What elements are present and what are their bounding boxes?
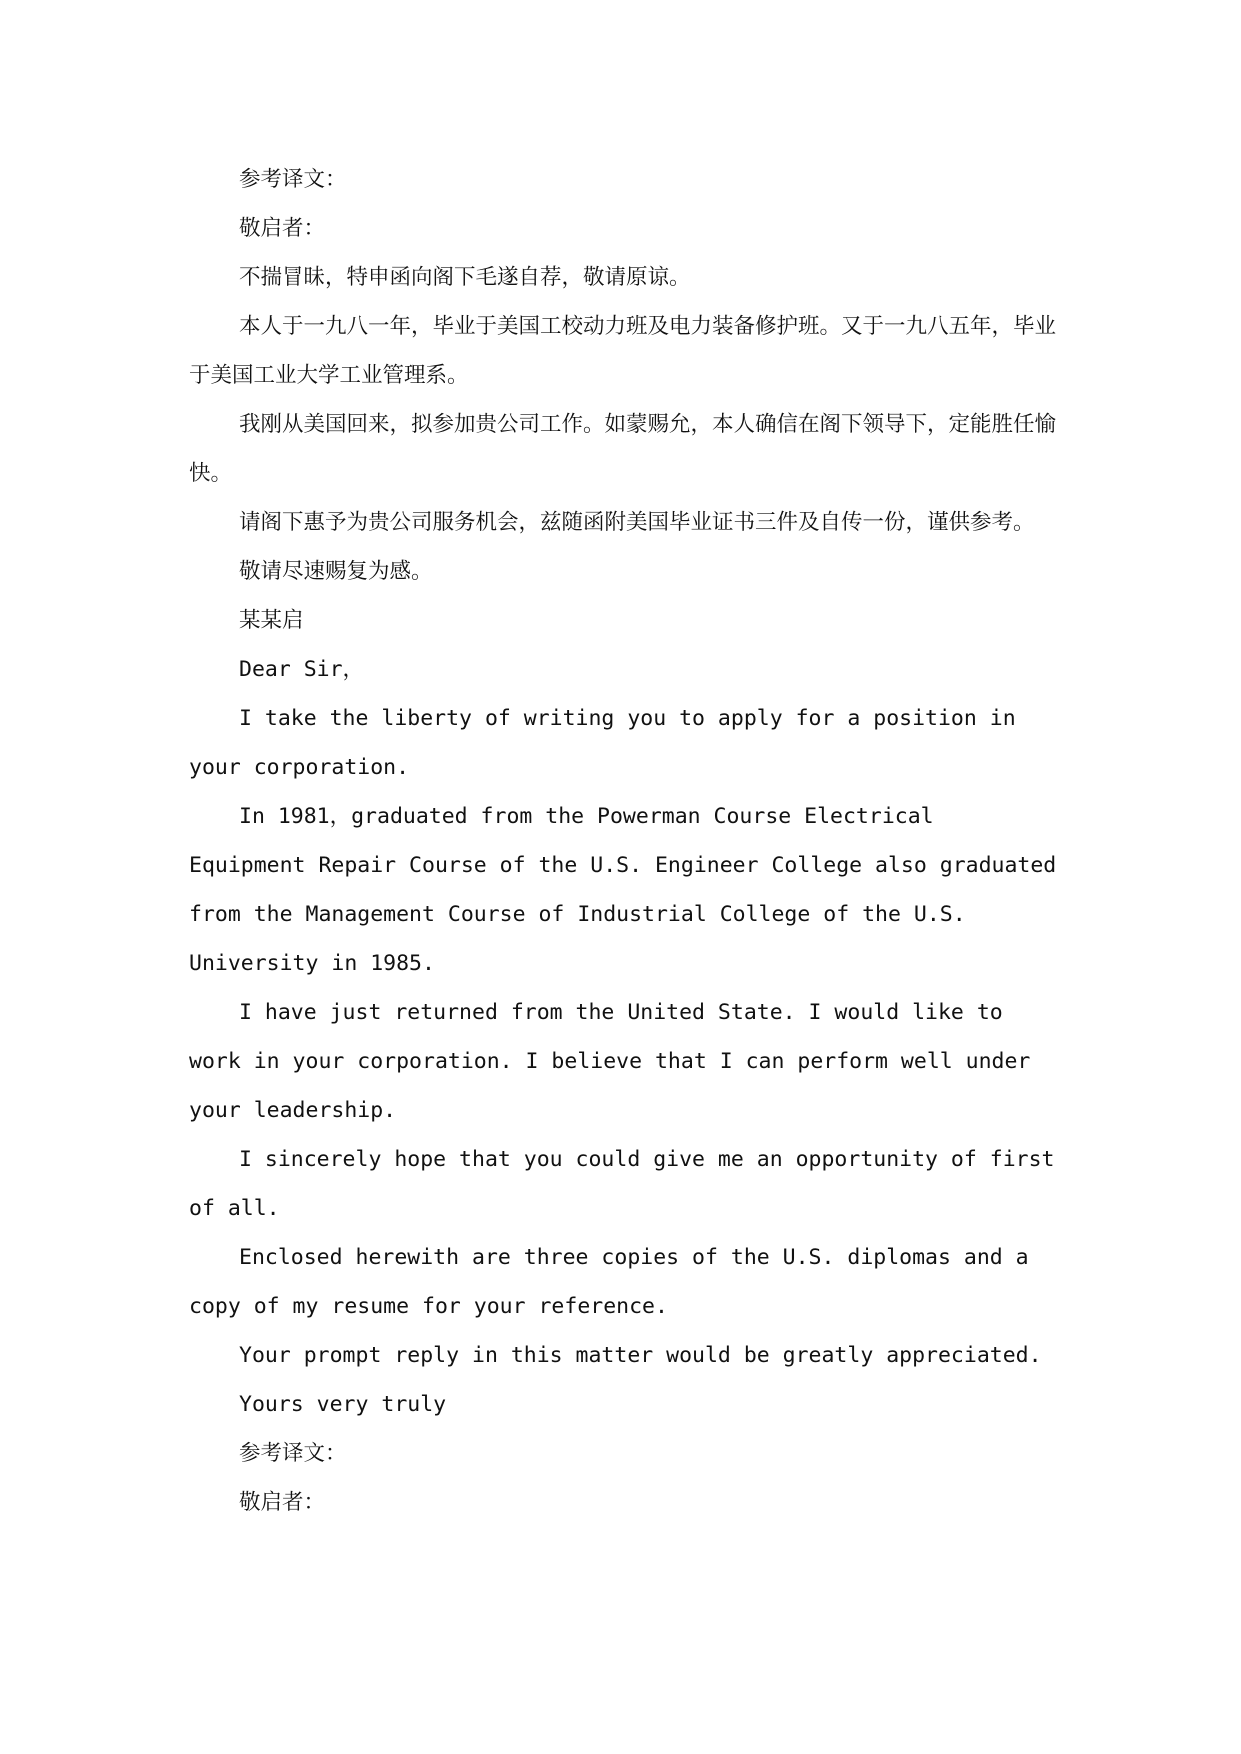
heading-reference-translation: 参考译文： <box>239 167 347 192</box>
paragraph-cn-education: 本人于一九八一年，毕业于美国工校动力班及电力装备修护班。又于一九八五年，毕业于美国工业大学工业管理系。 <box>189 314 1057 388</box>
paragraph-en-enclosure: Enclosed herewith are three copies of the U.S. diplomas and a copy of my resume for your reference. <box>189 1245 1029 1319</box>
paragraph-cn-intro: 不揣冒昧，特申函向阁下毛遂自荐，敬请原谅。 <box>239 265 691 290</box>
paragraph-en-return: I have just returned from the United State. I would like to work in your corporation. I believe that I can perform well under your leadership. <box>189 1000 1031 1123</box>
paragraph-cn-return: 我刚从美国回来，拟参加贵公司工作。如蒙赐允，本人确信在阁下领导下，定能胜任愉快。 <box>189 412 1057 486</box>
salutation-cn: 敬启者： <box>239 216 326 241</box>
salutation-en: Dear Sir， <box>239 657 365 682</box>
closing-en: Yours very truly <box>239 1392 447 1417</box>
paragraph-en-education: In 1981，graduated from the Powerman Course Electrical Equipment Repair Course of the U.S. Engineer College also graduated from the Management Course of Industrial College of the U.S. University in 1985. <box>189 804 1057 976</box>
signature-cn: 某某启 <box>239 608 304 633</box>
paragraph-en-intro: I take the liberty of writing you to apply for a position in your corporation. <box>189 706 1016 780</box>
heading-reference-translation-2: 参考译文： <box>239 1441 347 1466</box>
paragraph-cn-reply: 敬请尽速赐复为感。 <box>239 559 433 584</box>
paragraph-cn-enclosure: 请阁下惠予为贵公司服务机会，兹随函附美国毕业证书三件及自传一份，谨供参考。 <box>239 510 1035 535</box>
salutation-cn-2: 敬启者： <box>239 1490 326 1515</box>
paragraph-en-reply: Your prompt reply in this matter would be greatly appreciated. <box>239 1343 1042 1368</box>
paragraph-en-opportunity: I sincerely hope that you could give me an opportunity of first of all. <box>189 1147 1055 1221</box>
letter-body <box>189 155 1059 1527</box>
